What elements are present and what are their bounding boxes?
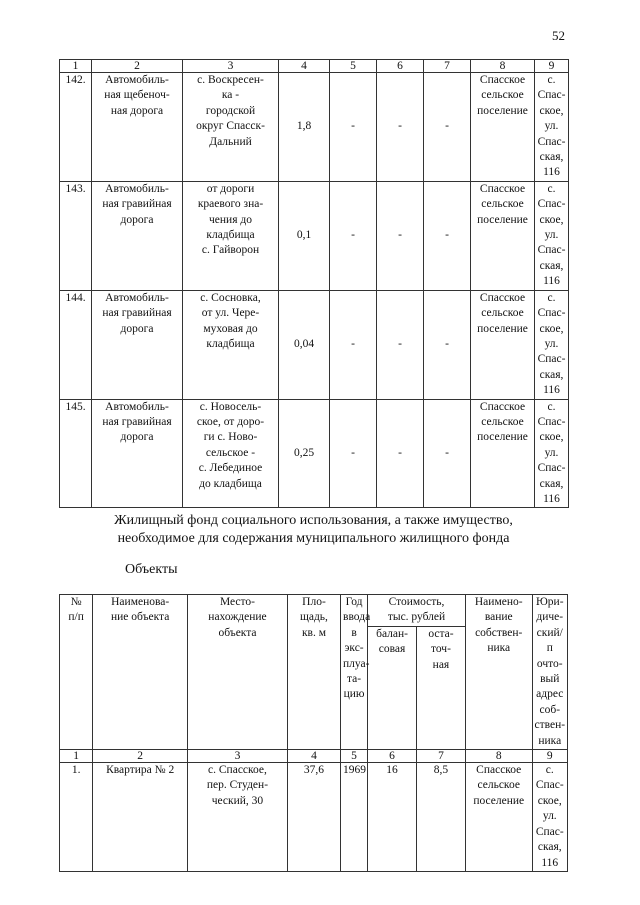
col-num: 6 [368,750,417,763]
row-number: 143. [60,181,92,290]
col-num: 1 [60,750,93,763]
commission-year: - [330,181,377,290]
object-area: 0,04 [279,290,330,399]
col-num: 6 [377,60,424,73]
header-area: Пло- щадь, кв. м [287,595,340,750]
residual-cost: 8,5 [417,763,466,872]
col-num: 2 [92,60,183,73]
housing-table [59,594,568,872]
owner-name: Спасское сельское поселение [471,73,535,182]
roads-table [59,59,569,508]
object-name: Автомобиль- ная гравийная дорога [92,399,183,508]
object-area: 0,25 [279,399,330,508]
owner-name: Спасское сельское поселение [471,181,535,290]
object-location: с. Новосель- ское, от доро- ги с. Ново- сельское - с. Лебединое до кладбища [183,399,279,508]
subheading: Объекты [125,562,178,577]
section-title: Жилищный фонд социального использования, а также имущество, необходимое для содержания муниципального жилищного фонда [114,513,513,546]
object-location: от дороги краевого зна- чения до кладбища с. Гайворон [183,181,279,290]
object-name: Автомобиль- ная гравийная дорога [92,181,183,290]
col-num: 1 [60,60,92,73]
header-cost: Стоимость, тыс. рублей [368,595,466,627]
row-number: 144. [60,290,92,399]
header-balance: балан- совая [368,626,417,749]
col-num: 3 [183,60,279,73]
residual-cost: - [424,73,471,182]
balance-cost: - [377,399,424,508]
col-num: 7 [417,750,466,763]
table-row [60,763,568,872]
owner-address: с. Спас- ское, ул. Спас- ская, 116 [535,290,569,399]
owner-address: с. Спас- ское, ул. Спас- ская, 116 [535,73,569,182]
owner-address: с. Спас- ское, ул. Спас- ская, 116 [532,763,567,872]
header-owner: Наимено- вание собствен- ника [465,595,532,750]
object-location: с. Спасское, пер. Студен- ческий, 30 [188,763,288,872]
header-name: Наименова- ние объекта [93,595,188,750]
col-num: 7 [424,60,471,73]
object-area: 1,8 [279,73,330,182]
col-num: 5 [341,750,368,763]
col-num: 2 [93,750,188,763]
col-num: 3 [188,750,288,763]
header-year: Год ввода в экс- плуа- та- цию [341,595,368,750]
col-num: 9 [532,750,567,763]
owner-name: Спасское сельское поселение [471,399,535,508]
balance-cost: 16 [368,763,417,872]
balance-cost: - [377,73,424,182]
table-row [60,399,569,508]
col-num: 8 [465,750,532,763]
column-numbering-row [60,750,568,763]
table-row [60,290,569,399]
col-num: 5 [330,60,377,73]
table-row [60,181,569,290]
residual-cost: - [424,181,471,290]
header-row [60,595,568,627]
owner-address: с. Спас- ское, ул. Спас- ская, 116 [535,181,569,290]
commission-year: - [330,399,377,508]
residual-cost: - [424,399,471,508]
header-location: Место- нахождение объекта [188,595,288,750]
header-num: № п/п [60,595,93,750]
object-name: Автомобиль- ная щебеноч- ная дорога [92,73,183,182]
row-number: 1. [60,763,93,872]
col-num: 4 [287,750,340,763]
header-residual: оста- точ- ная [417,626,466,749]
column-numbering-row [60,60,569,73]
col-num: 9 [535,60,569,73]
object-location: с. Сосновка, от ул. Чере- муховая до кладбища [183,290,279,399]
row-number: 145. [60,399,92,508]
page-number: 52 [552,28,565,43]
balance-cost: - [377,290,424,399]
residual-cost: - [424,290,471,399]
owner-address: с. Спас- ское, ул. Спас- ская, 116 [535,399,569,508]
commission-year: 1969 [341,763,368,872]
owner-name: Спасское сельское поселение [471,290,535,399]
balance-cost: - [377,181,424,290]
object-name: Автомобиль- ная гравийная дорога [92,290,183,399]
commission-year: - [330,290,377,399]
header-address: Юри- диче- ский/п очто- вый адрес соб- ствен- ника [532,595,567,750]
object-name: Квартира № 2 [93,763,188,872]
object-area: 0,1 [279,181,330,290]
object-location: с. Воскресен- ка - городской округ Спасск- Дальний [183,73,279,182]
col-num: 8 [471,60,535,73]
object-area: 37,6 [287,763,340,872]
row-number: 142. [60,73,92,182]
col-num: 4 [279,60,330,73]
owner-name: Спасское сельское поселение [465,763,532,872]
table-row [60,73,569,182]
commission-year: - [330,73,377,182]
